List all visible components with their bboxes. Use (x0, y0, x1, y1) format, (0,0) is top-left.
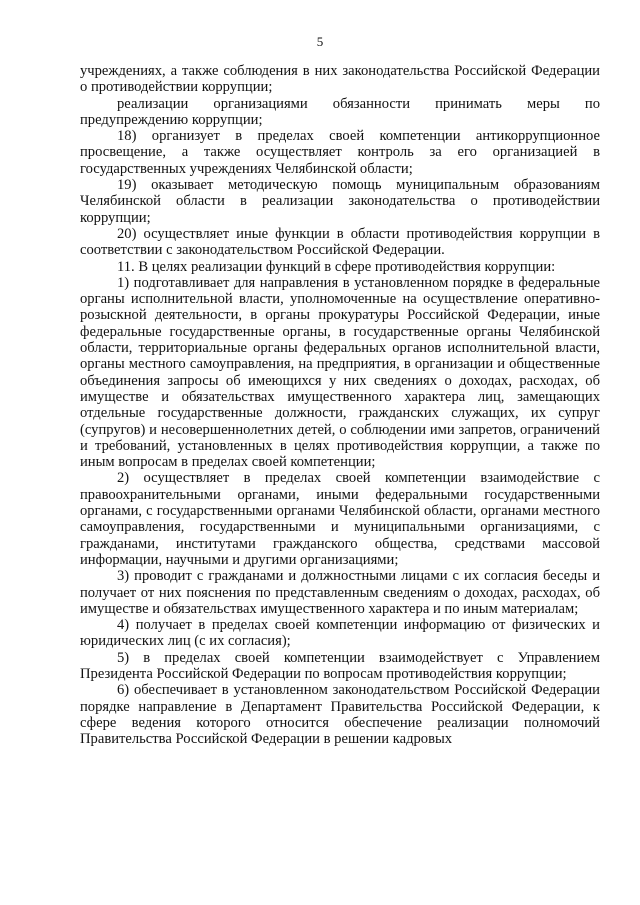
paragraph-subitem-3: 3) проводит с гражданами и должностными лицами с их согласия беседы и получает от них пояснения по представленным сведениям о доходах, расходах, об имуществе и обязательствах имущественного характера и по иным материалам; (80, 568, 600, 617)
document-body (80, 63, 600, 747)
paragraph-item-18: 18) организует в пределах своей компетенции антикоррупционное просвещение, а также осуществляет контроль за его организацией в государственных учреждениях Челябинской области; (80, 128, 600, 177)
paragraph-subitem-2: 2) осуществляет в пределах своей компетенции взаимодействие с правоохранительными органами, иными федеральными государственными органами, с государственными органами Челябинской области, органами местного самоуправления, государственными и муниципальными организациями, с гражданами, институтами гражданского общества, средствами массовой информации, научными и другими организациями; (80, 470, 600, 568)
paragraph-continuation: учреждениях, а также соблюдения в них законодательства Российской Федерации о противодействии коррупции; (80, 63, 600, 96)
page-number: 5 (316, 34, 324, 49)
paragraph-item-19: 19) оказывает методическую помощь муниципальным образованиям Челябинской области в реализации законодательства о противодействии коррупции; (80, 177, 600, 226)
paragraph-item-20: 20) осуществляет иные функции в области противодействия коррупции в соответствии с законодательством Российской Федерации. (80, 225, 600, 259)
paragraph-subitem-6: 6) обеспечивает в установленном законодательством Российской Федерации порядке направление в Департамент Правительства Российской Федерации, к сфере ведения которого относится обеспечение реализации полномочий Правительства Российской Федерации в решении кадровых (80, 682, 600, 748)
paragraph-subitem-5: 5) в пределах своей компетенции взаимодействует с Управлением Президента Российской Федерации по вопросам противодействия коррупции; (80, 649, 600, 682)
paragraph-organizations-duty: реализации организациями обязанности принимать меры по предупреждению коррупции; (80, 95, 600, 128)
paragraph-subitem-4: 4) получает в пределах своей компетенции информацию от физических и юридических лиц (с их согласия); (80, 617, 600, 650)
paragraph-subitem-1: 1) подготавливает для направления в установленном порядке в федеральные органы исполнительной власти, уполномоченные на осуществление оперативно-розыскной деятельности, в органы прокуратуры Российской Федерации, иные федеральные государственные органы, в государственные органы Челябинской области, территориальные органы федеральных органов исполнительной власти, органы местного самоуправления, на предприятия, в организации и общественные объединения запросы об имеющихся у них сведениях о доходах, расходах, об имуществе и обязательствах имущественного характера лиц, замещающих отдельные государственные должности, гражданских служащих, их супруг (супругов) и несовершеннолетних детей, о соблюдении ими запретов, ограничений и требований, установленных в целях противодействия коррупции, а также по иным вопросам в пределах своей компетенции; (80, 274, 600, 471)
paragraph-section-11: 11. В целях реализации функций в сфере противодействия коррупции: (117, 258, 556, 275)
